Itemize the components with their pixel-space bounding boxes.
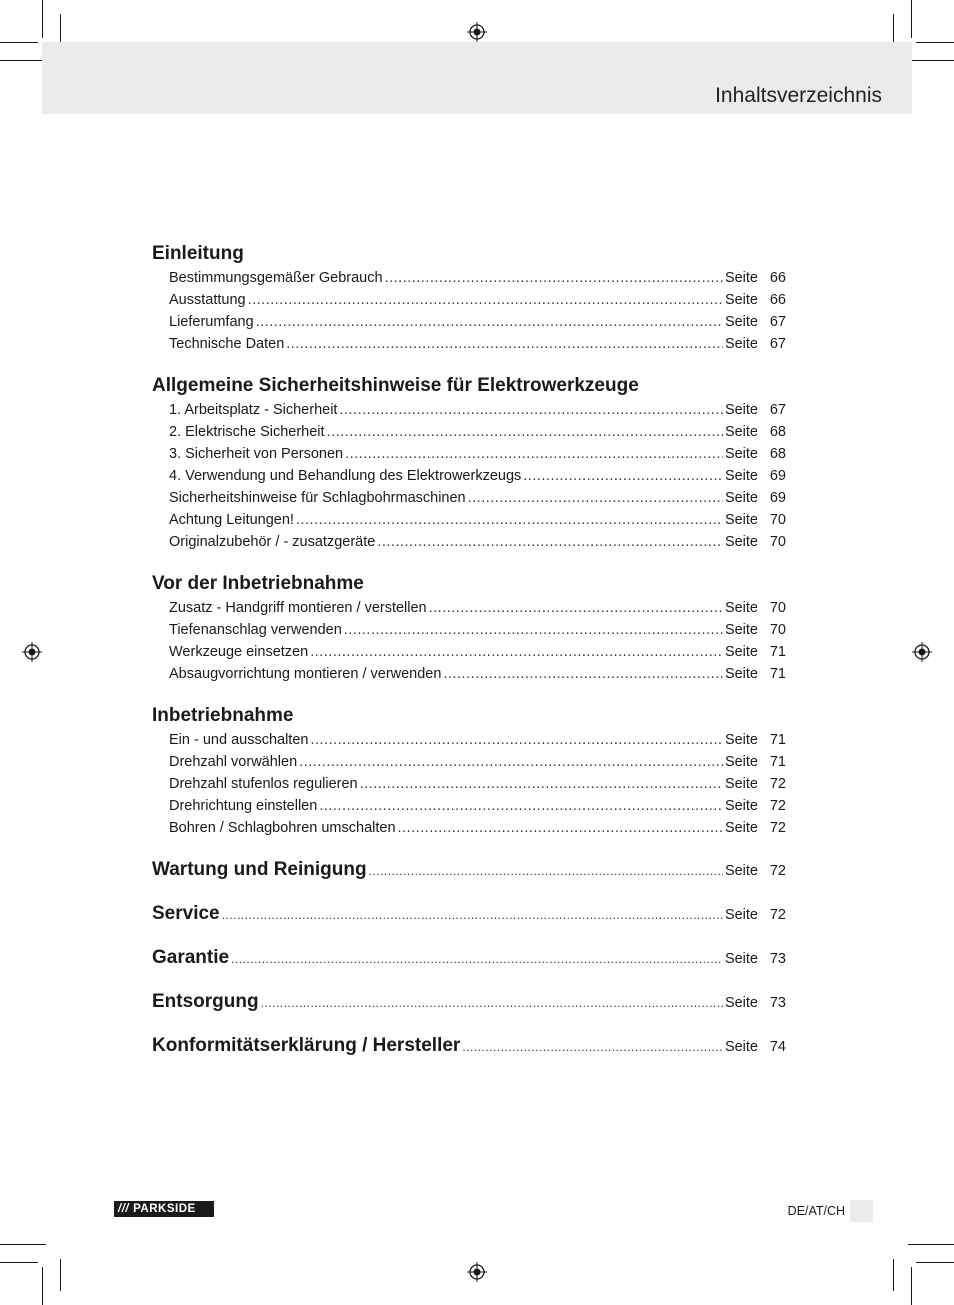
toc-entry-entsorgung[interactable] xyxy=(152,987,786,1031)
dot-leader xyxy=(398,817,723,839)
entry-label: Ausstattung xyxy=(169,292,246,308)
toc-entry[interactable] xyxy=(152,531,786,553)
toc-entry[interactable] xyxy=(152,751,786,773)
registration-mark-icon xyxy=(22,642,42,662)
registration-mark-icon xyxy=(467,22,487,42)
toc-entry-wartung[interactable] xyxy=(152,855,786,899)
brand-name: PARKSIDE xyxy=(133,1203,196,1215)
entry-label: 2. Elektrische Sicherheit xyxy=(169,424,325,440)
entry-label: Ein - und ausschalten xyxy=(169,732,309,748)
dot-leader xyxy=(377,531,723,553)
entry-seite: Seite xyxy=(724,622,758,638)
entry-seite: Seite xyxy=(724,820,758,836)
entry-seite: Seite xyxy=(724,336,758,352)
page-title: Inhaltsverzeichnis xyxy=(715,84,882,107)
entry-page: 72 xyxy=(769,776,786,792)
toc-entry[interactable] xyxy=(152,663,786,685)
entry-label: Achtung Leitungen! xyxy=(169,512,294,528)
registration-mark-icon xyxy=(467,1262,487,1282)
dot-leader xyxy=(523,465,723,487)
toc-entry[interactable] xyxy=(152,443,786,465)
dot-leader xyxy=(462,1032,723,1062)
dot-leader xyxy=(222,900,723,930)
registration-mark-icon xyxy=(912,642,932,662)
toc-section-einleitung xyxy=(152,241,786,355)
toc-section-inbetriebnahme xyxy=(152,703,786,839)
entry-seite: Seite xyxy=(724,666,758,682)
entry-label: 3. Sicherheit von Personen xyxy=(169,446,344,462)
entry-page: 73 xyxy=(769,951,786,967)
entry-seite: Seite xyxy=(724,776,758,792)
dot-leader xyxy=(310,641,723,663)
entry-label: Werkzeuge einsetzen xyxy=(169,644,309,660)
entry-label: 4. Verwendung und Behandlung des Elektrowerkzeugs xyxy=(169,468,522,484)
entry-seite: Seite xyxy=(724,402,758,418)
dot-leader xyxy=(385,267,723,289)
table-of-contents xyxy=(152,241,786,1075)
toc-entry[interactable] xyxy=(152,289,786,311)
toc-section-vor-der-inbetriebnahme xyxy=(152,571,786,685)
dot-leader xyxy=(345,443,723,465)
crop-mark-icon xyxy=(908,1244,954,1245)
region-code: DE/AT/CH xyxy=(787,1204,846,1218)
toc-entry[interactable] xyxy=(152,421,786,443)
entry-seite: Seite xyxy=(724,907,758,923)
entry-label: Drehrichtung einstellen xyxy=(169,798,318,814)
entry-page: 71 xyxy=(769,754,786,770)
entry-page: 70 xyxy=(769,534,786,550)
entry-page: 68 xyxy=(769,446,786,462)
entry-page: 67 xyxy=(769,336,786,352)
toc-entry-konformitaet[interactable] xyxy=(152,1031,786,1075)
crop-mark-icon xyxy=(908,60,954,61)
entry-page: 70 xyxy=(769,600,786,616)
entry-page: 71 xyxy=(769,644,786,660)
dot-leader xyxy=(248,289,723,311)
crop-mark-icon xyxy=(916,1262,954,1263)
dot-leader xyxy=(369,856,723,886)
entry-seite: Seite xyxy=(724,732,758,748)
entry-seite: Seite xyxy=(724,468,758,484)
toc-entry[interactable] xyxy=(152,619,786,641)
dot-leader xyxy=(327,421,723,443)
entry-label: Tiefenanschlag verwenden xyxy=(169,622,342,638)
toc-entry[interactable] xyxy=(152,465,786,487)
entry-page: 72 xyxy=(769,820,786,836)
crop-mark-icon xyxy=(60,1259,61,1291)
entry-page: 69 xyxy=(769,490,786,506)
entry-page: 66 xyxy=(769,270,786,286)
dot-leader xyxy=(296,509,723,531)
entry-label: Konformitätserklärung / Hersteller xyxy=(152,1035,461,1056)
section-title: Vor der Inbetriebnahme xyxy=(152,573,364,594)
dot-leader xyxy=(339,399,722,421)
entry-page: 74 xyxy=(769,1039,786,1055)
toc-entry[interactable] xyxy=(152,333,786,355)
entry-seite: Seite xyxy=(724,534,758,550)
entry-label: Drehzahl stufenlos regulieren xyxy=(169,776,358,792)
dot-leader xyxy=(429,597,723,619)
section-title: Allgemeine Sicherheitshinweise für Elektrowerkzeuge xyxy=(152,375,639,396)
entry-seite: Seite xyxy=(724,424,758,440)
brand-mark: /// xyxy=(118,1203,130,1215)
entry-seite: Seite xyxy=(724,951,758,967)
dot-leader xyxy=(360,773,723,795)
dot-leader xyxy=(299,751,723,773)
crop-mark-icon xyxy=(0,60,46,61)
toc-entry[interactable] xyxy=(152,729,786,751)
entry-seite: Seite xyxy=(724,1039,758,1055)
toc-entry[interactable] xyxy=(152,399,786,421)
entry-page: 72 xyxy=(769,907,786,923)
section-title: Inbetriebnahme xyxy=(152,705,294,726)
dot-leader xyxy=(319,795,723,817)
entry-page: 73 xyxy=(769,995,786,1011)
entry-seite: Seite xyxy=(724,600,758,616)
entry-label: Technische Daten xyxy=(169,336,285,352)
entry-label: Wartung und Reinigung xyxy=(152,859,367,880)
crop-mark-icon xyxy=(42,1267,43,1305)
entry-label: Garantie xyxy=(152,947,230,968)
toc-entry-garantie[interactable] xyxy=(152,943,786,987)
crop-mark-icon xyxy=(0,42,38,43)
toc-entry-service[interactable] xyxy=(152,899,786,943)
entry-label: Originalzubehör / - zusatzgeräte xyxy=(169,534,376,550)
entry-label: Zusatz - Handgriff montieren / verstellen xyxy=(169,600,427,616)
entry-page: 67 xyxy=(769,402,786,418)
toc-entry[interactable] xyxy=(152,773,786,795)
dot-leader xyxy=(443,663,723,685)
dot-leader xyxy=(231,944,723,974)
entry-page: 67 xyxy=(769,314,786,330)
entry-page: 68 xyxy=(769,424,786,440)
entry-page: 69 xyxy=(769,468,786,484)
entry-page: 72 xyxy=(769,863,786,879)
entry-page: 70 xyxy=(769,622,786,638)
entry-label: Service xyxy=(152,903,220,924)
entry-seite: Seite xyxy=(724,292,758,308)
entry-label: Entsorgung xyxy=(152,991,259,1012)
entry-seite: Seite xyxy=(724,490,758,506)
toc-entry[interactable] xyxy=(152,509,786,531)
toc-entry[interactable] xyxy=(152,597,786,619)
entry-label: Lieferumfang xyxy=(169,314,254,330)
dot-leader xyxy=(286,333,723,355)
crop-mark-icon xyxy=(42,0,43,38)
entry-label: Bestimmungsgemäßer Gebrauch xyxy=(169,270,383,286)
entry-page: 70 xyxy=(769,512,786,528)
entry-label: Bohren / Schlagbohren umschalten xyxy=(169,820,396,836)
entry-page: 72 xyxy=(769,798,786,814)
entry-label: 1. Arbeitsplatz - Sicherheit xyxy=(169,402,338,418)
dot-leader xyxy=(468,487,723,509)
crop-mark-icon xyxy=(911,0,912,38)
entry-seite: Seite xyxy=(724,512,758,528)
toc-entry[interactable] xyxy=(152,267,786,289)
toc-entry[interactable] xyxy=(152,641,786,663)
entry-seite: Seite xyxy=(724,995,758,1011)
entry-seite: Seite xyxy=(724,446,758,462)
toc-entry[interactable] xyxy=(152,795,786,817)
entry-seite: Seite xyxy=(724,863,758,879)
entry-seite: Seite xyxy=(724,754,758,770)
entry-page: 66 xyxy=(769,292,786,308)
crop-mark-icon xyxy=(911,1267,912,1305)
dot-leader xyxy=(344,619,723,641)
crop-mark-icon xyxy=(0,1244,46,1245)
dot-leader xyxy=(310,729,722,751)
entry-label: Drehzahl vorwählen xyxy=(169,754,298,770)
toc-entry[interactable] xyxy=(152,817,786,839)
toc-entry[interactable] xyxy=(152,311,786,333)
entry-page: 71 xyxy=(769,732,786,748)
entry-page: 71 xyxy=(769,666,786,682)
entry-label: Absaugvorrichtung montieren / verwenden xyxy=(169,666,442,682)
crop-mark-icon xyxy=(916,42,954,43)
entry-seite: Seite xyxy=(724,644,758,660)
entry-label: Sicherheitshinweise für Schlagbohrmaschinen xyxy=(169,490,466,506)
entry-seite: Seite xyxy=(724,270,758,286)
dot-leader xyxy=(256,311,723,333)
entry-seite: Seite xyxy=(724,314,758,330)
crop-mark-icon xyxy=(0,1262,38,1263)
crop-mark-icon xyxy=(893,1259,894,1291)
entry-seite: Seite xyxy=(724,798,758,814)
footer-box xyxy=(850,1200,873,1222)
dot-leader xyxy=(261,988,723,1018)
section-title: Einleitung xyxy=(152,243,244,264)
toc-section-sicherheitshinweise xyxy=(152,373,786,553)
toc-entry[interactable] xyxy=(152,487,786,509)
parkside-logo xyxy=(114,1201,214,1217)
